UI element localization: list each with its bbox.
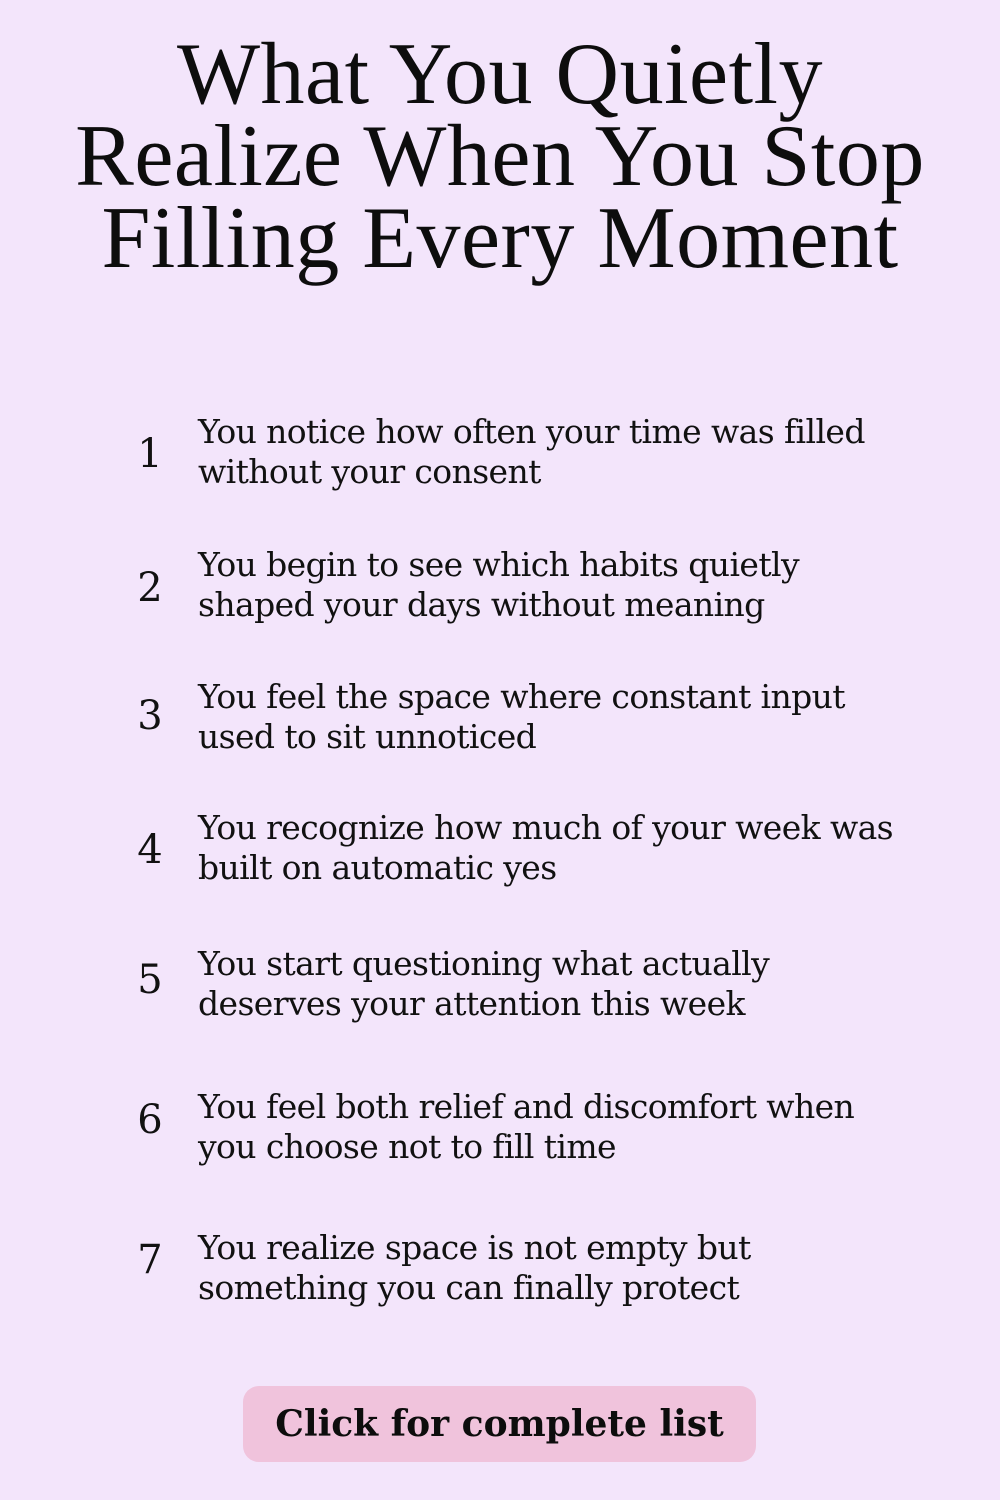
item-text: You recognize how much of your week was built on automatic yes — [198, 808, 893, 887]
list-item — [130, 677, 910, 782]
item-number: 1 — [137, 431, 163, 477]
item-number: 2 — [137, 565, 163, 611]
list-item — [130, 412, 910, 520]
item-text: You feel the space where constant input used to sit unnoticed — [198, 677, 845, 756]
list-item — [130, 944, 910, 1046]
complete-list-button[interactable]: Click for complete list — [243, 1386, 756, 1462]
list-item — [130, 545, 910, 654]
item-number: 3 — [137, 693, 163, 739]
item-number: 6 — [137, 1097, 163, 1143]
item-number: 7 — [137, 1237, 163, 1283]
item-text: You feel both relief and discomfort when you choose not to fill time — [198, 1087, 855, 1166]
list-item — [130, 1228, 910, 1326]
item-text: You realize space is not empty but something you can finally protect — [198, 1228, 751, 1307]
page-title: What You Quietly Realize When You Stop Filling Every Moment — [75, 26, 925, 287]
item-text: You start questioning what actually deserves your attention this week — [198, 944, 770, 1023]
item-text: You notice how often your time was filled without your consent — [198, 412, 865, 491]
item-text: You begin to see which habits quietly shaped your days without meaning — [198, 545, 799, 624]
item-number: 4 — [137, 827, 163, 873]
list-item — [130, 1087, 910, 1186]
item-number: 5 — [137, 957, 163, 1003]
list-item — [130, 808, 910, 916]
